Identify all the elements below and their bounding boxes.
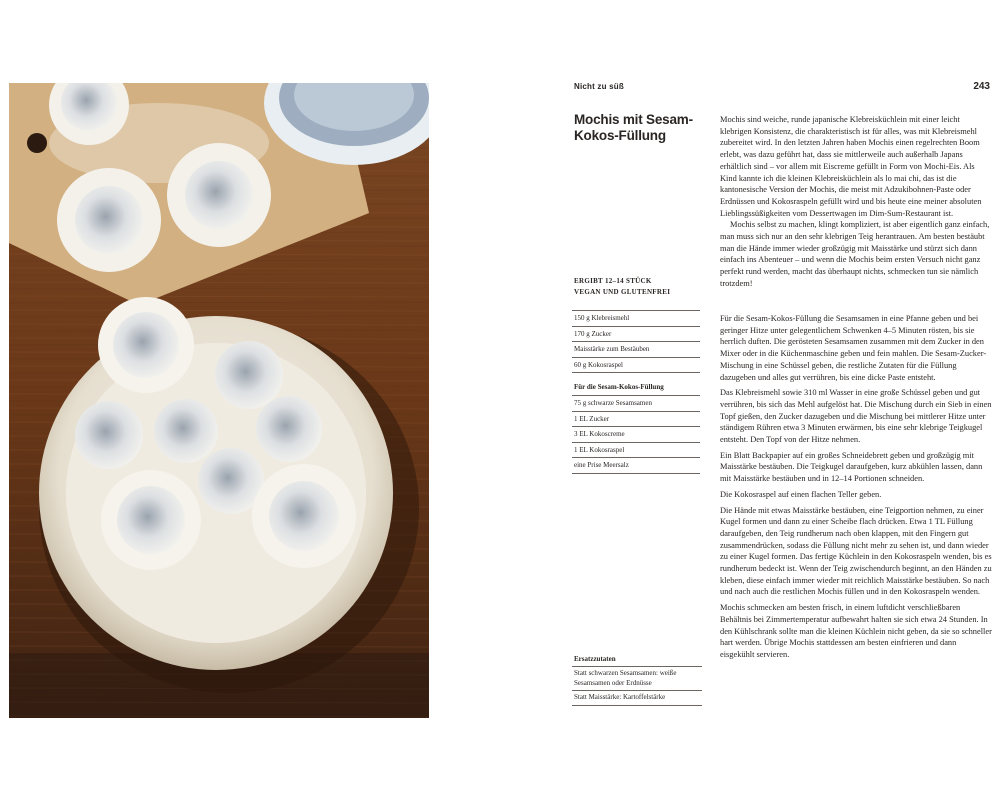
method-step: Für die Sesam-Kokos-Füllung die Sesamsamen in eine Pfanne geben und bei geringer Hitze unter gelegentlichem Schwenken 4–5 Minuten rösten, bis sie herrlich duften. Die gerösteten Sesamsamen zusammen mit dem Zucker in den Mixer oder in die Küchenmaschine geben und fein mahlen. Die Sesam-Zucker-Mischung in eine Schüssel geben, die restliche Zutaten für die Füllung dazugeben und alles gut verrühren, bis eine dicke Paste entsteht. (720, 314, 987, 382)
substitutes-box (572, 652, 702, 706)
intro-paragraph: Mochis selbst zu machen, klingt kompliziert, ist aber eigentlich ganz einfach, man muss sich nur an den sehr klebrigen Teig herantrauen. Am besten bestäubt man die Hände immer wieder großzügig mit Maisstärke und stürzt sich dann einfach ins Abenteuer – und wenn die Mochis beim ersten Versuch nicht ganz perfekt rund werden, macht das überhaupt nichts, schmecken tun sie nämlich trotzdem! (720, 220, 990, 288)
yield-servings: ERGIBT 12–14 STÜCK (574, 277, 652, 285)
recipe-page (562, 80, 992, 720)
substitutes-heading: Ersatzzutaten (572, 652, 702, 667)
recipe-title: Mochis mit Sesam-Kokos-Füllung (574, 112, 693, 143)
section-header: Nicht zu süß (574, 82, 624, 91)
yield-diet: VEGAN UND GLUTENFREI (574, 288, 671, 296)
method-step: Die Hände mit etwas Maisstärke bestäuben, eine Teigportion nehmen, zu einer Kugel formen und dann zu einer Scheibe flach drücken. Etwa 1 TL Füllung daraufgeben, den Teig rundherum nach oben klappen, mit den Fingern gut zusammendrücken, sodass die Füllung nicht mehr zu sehen ist, und dann wieder zu einer Kugel formen. Das fertige Küchlein in den Kokosraspeln wenden, bis es rundherum bedeckt ist. Wenn der Teig zwischendurch beginnt, an den Händen zu kleben, diese einfach immer wieder mit reichlich Maisstärke bestäuben. So nach und nach auch die restlichen Mochis füllen und in den Kokosraspeln wenden. (720, 505, 992, 597)
ingredient-item: Maisstärke zum Bestäuben (572, 342, 700, 358)
mochi-photo-illustration (9, 83, 429, 718)
ingredient-item: 150 g Klebreismehl (572, 310, 700, 327)
method-step: Das Klebreismehl sowie 310 ml Wasser in eine große Schüssel geben und gut verrühren, bis sich das Mehl aufgelöst hat. Die Mischung durch ein Sieb in einen Topf gießen, den Zucker dazugeben und die Mischung bei mittlerer Hitze unter ständigem Rühren etwa 3 Minuten erwärmen, bis eine sehr klebrige Teigkugel entsteht. Den Topf von der Hitze nehmen. (720, 388, 992, 445)
ingredient-list (572, 310, 700, 474)
recipe-photo (9, 83, 429, 718)
method-step: Mochis schmecken am besten frisch, in einem luftdicht verschließbaren Behältnis bei Zimmertemperatur aufbewahrt halten sie sich etwa 24 Stunden. In den Kühlschrank sollte man die kleinen Küchlein nicht geben, da sie so schneller hart werden. Übrige Mochis stattdessen am besten einfrieren und dann eisgekühlt servieren. (720, 603, 992, 659)
intro-paragraph: Mochis sind weiche, runde japanische Klebreisküchlein mit einer leicht klebrigen Konsistenz, die charakteristisch ist für alles, was mit Klebreismehl zubereitet wird. In den letzten Jahren haben Mochis einen regelrechten Boom erlebt, was dazu geführt hat, dass sie mittlerweile auch außerhalb Japans erhältlich sind – vor allem mit Eiscreme gefüllt in Form von Mochi-Eis. Als Kind kannte ich die kleinen Klebreisküchlein als lo mai chi, das ist die kantonesische Version der Mochis, die meist mit Adzukibohnen-Paste oder Erdnüssen und Kokosraspeln gefüllt wird und bis heute eine meiner absoluten Lieblingssüßigkeiten vom Dessertwagen im Dim-Sum-Restaurant ist. (720, 115, 982, 218)
filling-ingredient-item: 1 EL Zucker (572, 412, 700, 428)
method-step: Die Kokosraspel auf einen flachen Teller geben. (720, 489, 882, 499)
ingredient-item: 170 g Zucker (572, 327, 700, 343)
recipe-method (720, 313, 992, 665)
substitute-item: Statt Maisstärke: Kartoffelstärke (572, 691, 702, 706)
filling-heading: Für die Sesam-Kokos-Füllung (572, 380, 700, 396)
filling-ingredient-item: 1 EL Kokosraspel (572, 443, 700, 459)
filling-ingredient-item: eine Prise Meersalz (572, 458, 700, 474)
filling-ingredient-item: 75 g schwarze Sesamsamen (572, 396, 700, 412)
method-step: Ein Blatt Backpapier auf ein großes Schneidebrett geben und großzügig mit Maisstärke bestäuben. Die Teigkugel daraufgeben, kurz abkühlen lassen, dann mit Maisstärke bestäuben und in 12–14 Portionen schneiden. (720, 450, 983, 484)
substitute-item: Statt schwarzen Sesamsamen: weiße Sesamsamen oder Erdnüsse (572, 667, 702, 691)
page-number: 243 (973, 81, 990, 92)
filling-ingredient-item: 3 EL Kokoscreme (572, 427, 700, 443)
ingredient-item: 60 g Kokosraspel (572, 358, 700, 374)
recipe-intro (720, 114, 992, 290)
recipe-yield (574, 276, 704, 298)
